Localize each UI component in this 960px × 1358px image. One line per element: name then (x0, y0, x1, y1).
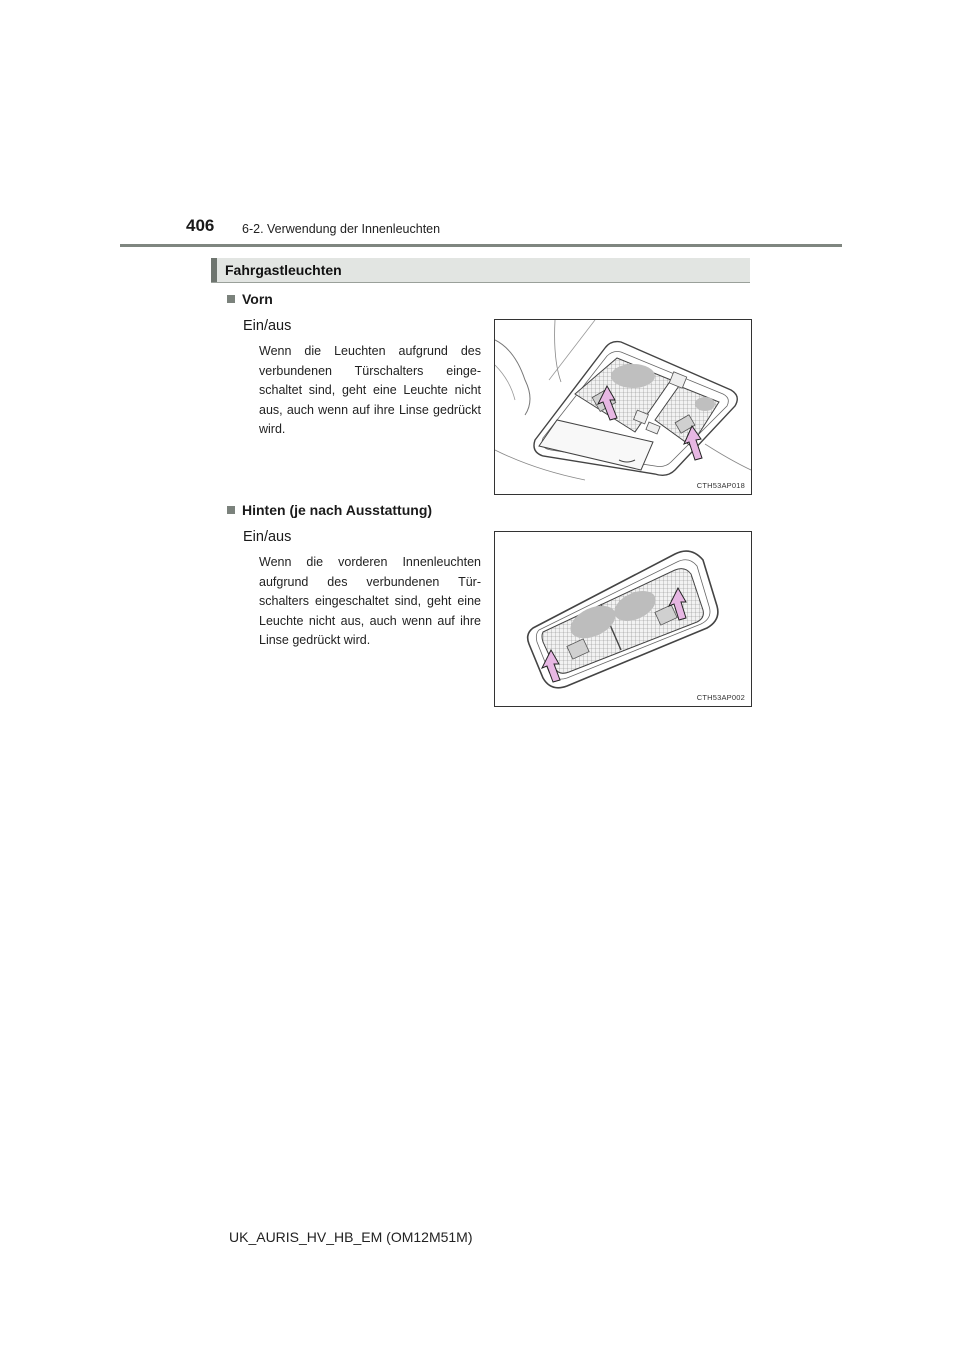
item-subheading-front: Ein/aus (243, 318, 292, 334)
figure-rear-lamp (494, 531, 752, 707)
rear-lamp-illustration (495, 532, 751, 706)
item-text-front: Wenn die Leuchten aufgrund des verbundenen Türschalters einge-schaltet sind, geht eine Leuchte nicht aus, auch wenn auf ihre Linse gedrückt wird. (259, 344, 481, 436)
item-heading-text: Hinten (je nach Ausstattung) (242, 502, 433, 518)
bullet-square-icon (227, 506, 235, 514)
running-header: 6-2. Verwendung der Innenleuchten (242, 222, 441, 236)
item-heading-rear (227, 502, 432, 518)
item-text-rear: Wenn die vorderen Innenleuchten aufgrund des verbundenen Tür-schalters eingeschaltet sind, geht eine Leuchte nicht aus, auch wenn auf ihre Linse gedrückt wird. (259, 555, 481, 647)
section-accent (211, 258, 217, 282)
document-footer: UK_AURIS_HV_HB_EM (OM12M51M) (229, 1229, 473, 1245)
section-title: Fahrgastleuchten (225, 262, 342, 278)
figure-code: CTH53AP018 (696, 481, 745, 490)
section-heading-bar (211, 258, 750, 283)
page-number: 406 (186, 216, 215, 235)
bullet-square-icon (227, 295, 235, 303)
figure-front-lamp (494, 319, 752, 495)
item-subheading-rear: Ein/aus (243, 529, 292, 545)
item-heading-text: Vorn (242, 291, 273, 307)
header-rule (120, 244, 842, 247)
item-heading-front (227, 291, 273, 307)
front-lamp-illustration (495, 320, 751, 494)
figure-code: CTH53AP002 (696, 693, 745, 702)
